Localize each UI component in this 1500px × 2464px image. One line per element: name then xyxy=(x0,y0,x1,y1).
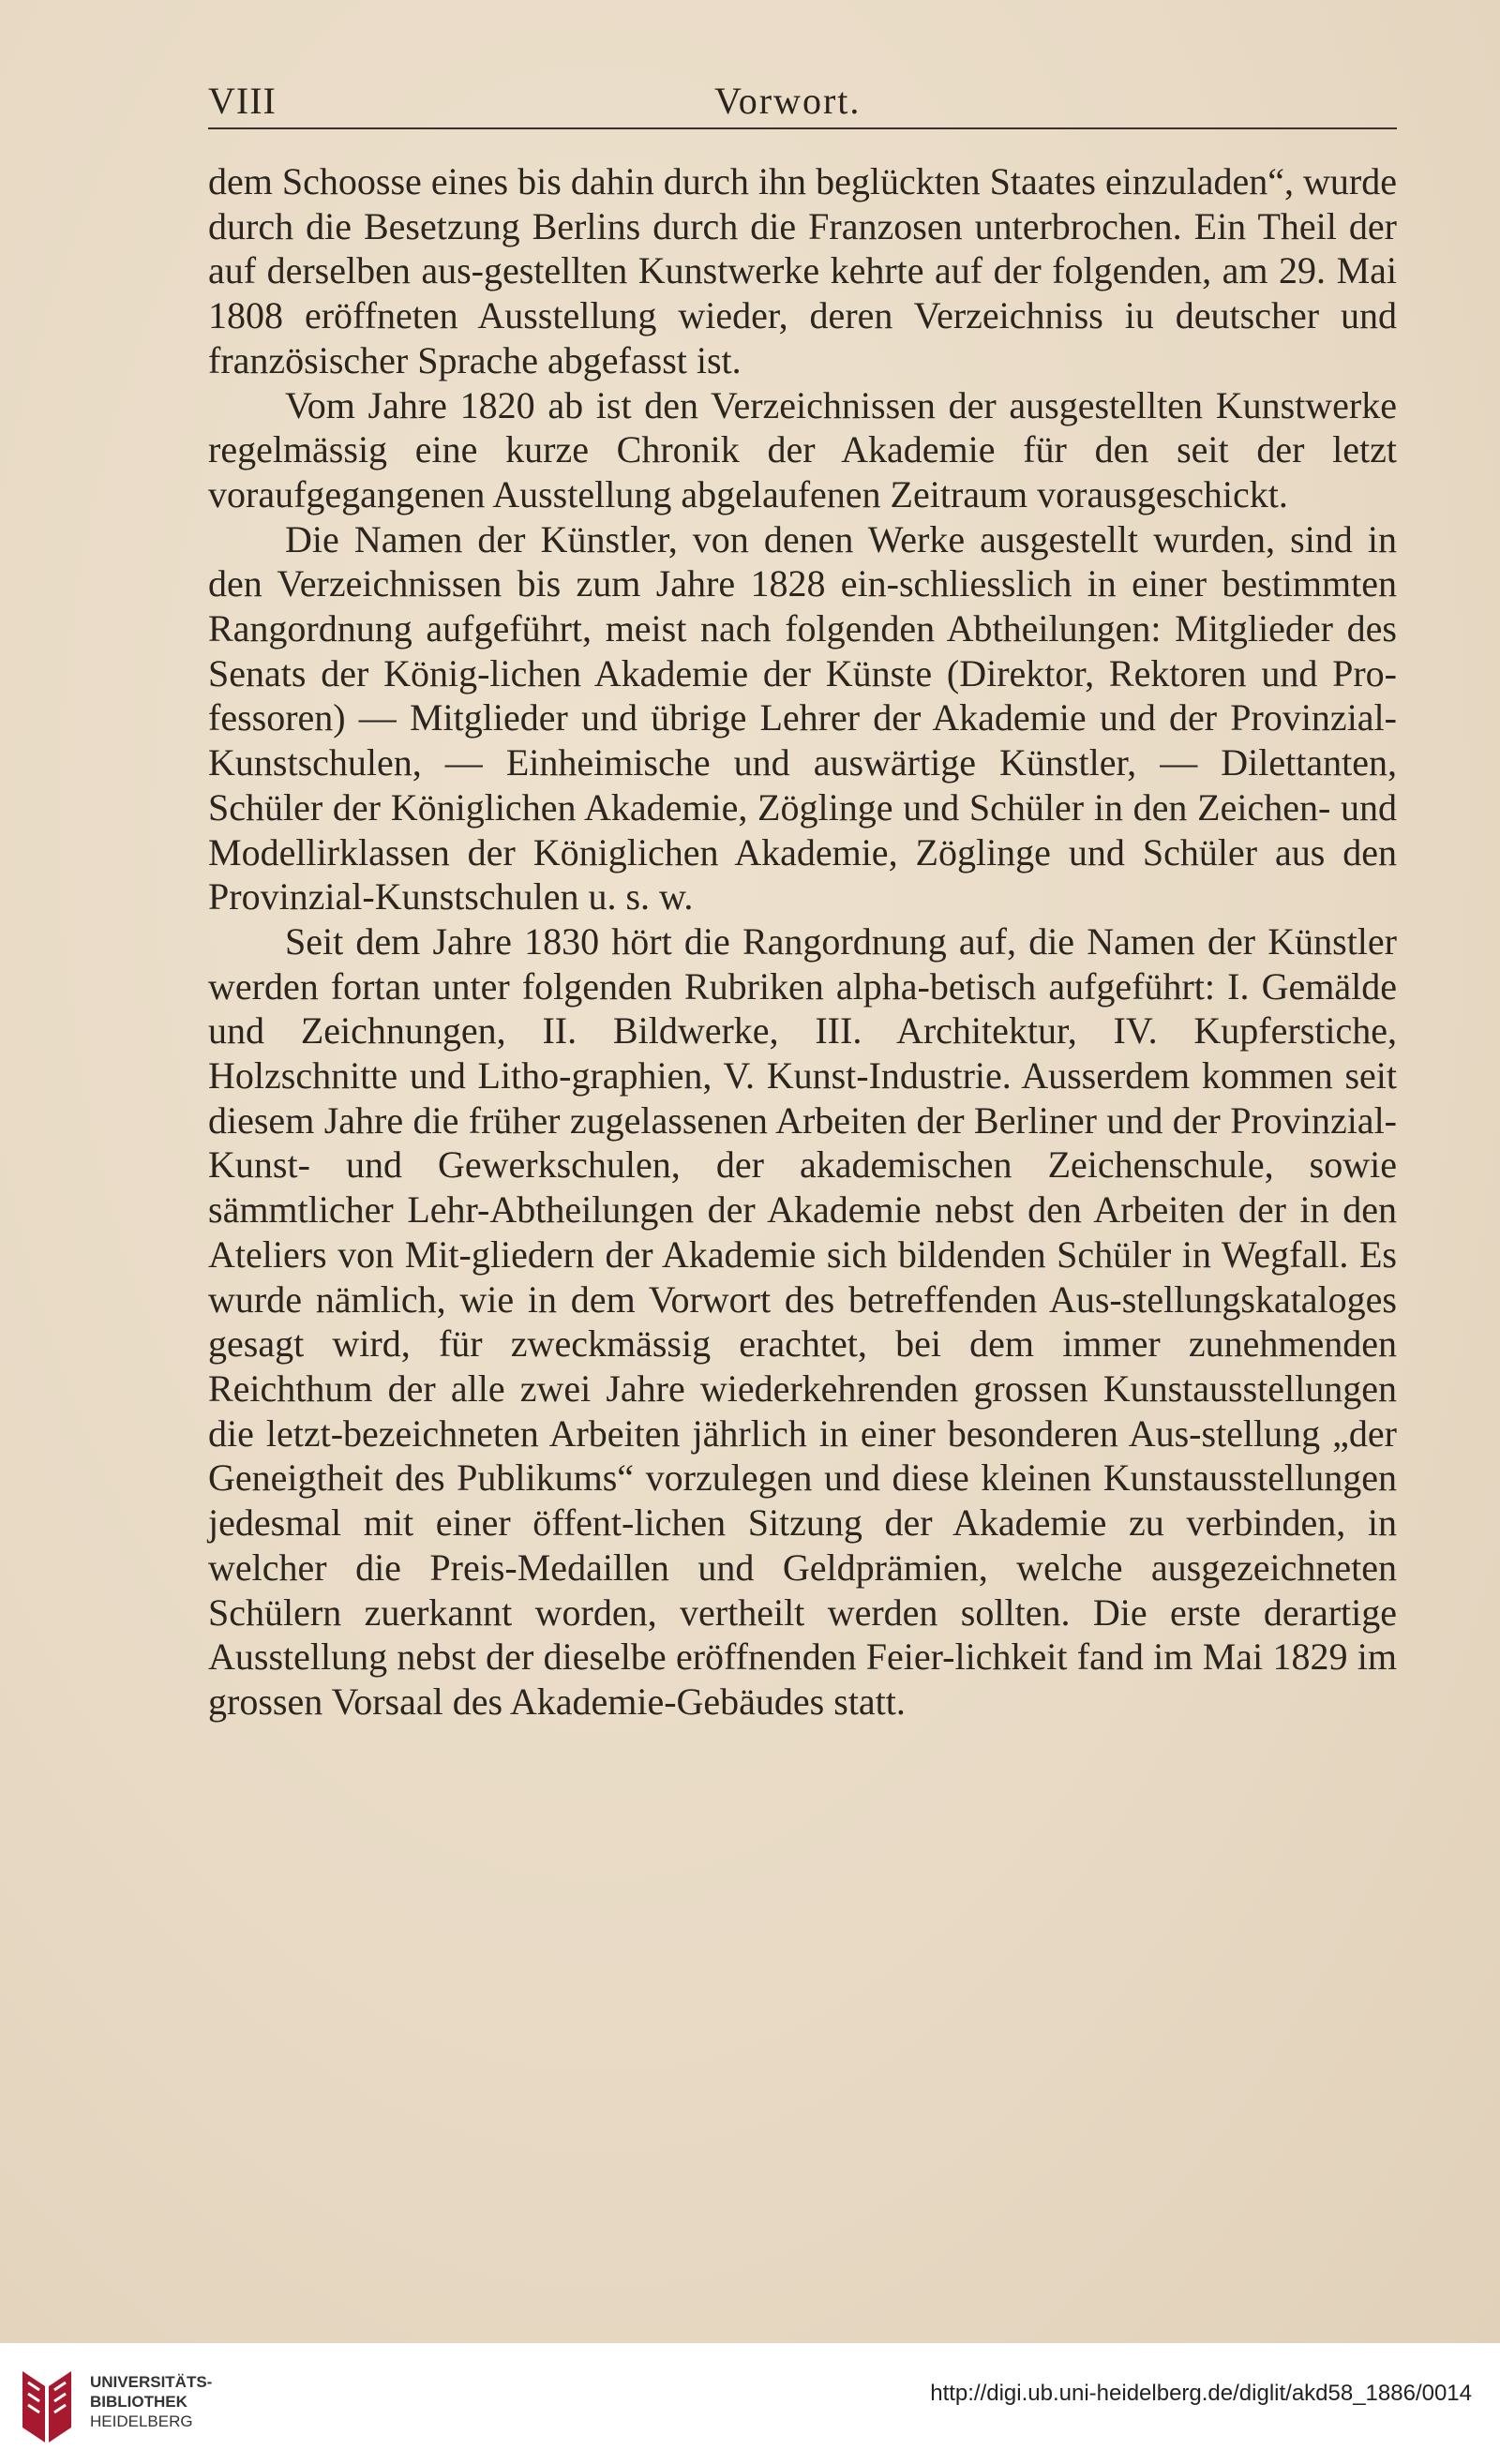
page-header xyxy=(208,75,1397,129)
page-number: VIII xyxy=(208,80,277,122)
institution-line: UNIVERSITÄTS- xyxy=(90,2373,213,2391)
paragraph: Seit dem Jahre 1830 hört die Rangordnung auf, die Namen der Künstler werden fortan unter folgenden Rubriken alpha-betisch aufgeführt: I. Gemälde und Zeichnungen, II. Bildwerke, III. Architektur, IV. Kupferstiche, Holzschnitte und Litho-graphien, V. Kunst-Industrie. Ausserdem kommen seit diesem Jahre die früher zugelassenen Arbeiten der Berliner und der Provinzial-Kunst- und Gewerkschulen, der akademischen Zeichenschule, sowie sämmtlicher Lehr-Abtheilungen der Akademie nebst den Arbeiten der in den Ateliers von Mit-gliedern der Akademie sich bildenden Schüler in Wegfall. Es wurde nämlich, wie in dem Vorwort des betreffenden Aus-stellungskataloges gesagt wird, für zweckmässig erachtet, bei dem immer zunehmenden Reichthum der alle zwei Jahre wiederkehrenden grossen Kunstausstellungen die letzt-bezeichneten Arbeiten jährlich in einer besonderen Aus-stellung „der Geneigtheit des Publikums“ vorzulegen und diese kleinen Kunstausstellungen jedesmal mit einer öffent-lichen Sitzung der Akademie zu verbinden, in welcher die Preis-Medaillen und Geldprämien, welche ausgezeichneten Schülern zuerkannt worden, vertheilt werden sollten. Die erste derartige Ausstellung nebst der dieselbe eröffnenden Feier-lichkeit fand im Mai 1829 im grossen Vorsaal des Akademie-Gebäudes statt. xyxy=(208,919,1397,1723)
institution-city: HEIDELBERG xyxy=(90,2412,193,2430)
paragraph: Die Namen der Künstler, von denen Werke ausgestellt wurden, sind in den Verzeichnissen bis zum Jahre 1828 ein-schliesslich in einer bestimmten Rangordnung aufgeführt, meist nach folgenden Abtheilungen: Mitglieder des Senats der König-lichen Akademie der Künste (Direktor, Rektoren und Pro-fessoren) — Mitglieder und übrige Lehrer der Akademie und der Provinzial-Kunstschulen, — Einheimische und auswärtige Künstler, — Dilettanten, Schüler der Königlichen Akademie, Zöglinge und Schüler in den Zeichen- und Modellirklassen der Königlichen Akademie, Zöglinge und Schüler aus den Provinzial-Kunstschulen u. s. w. xyxy=(208,517,1397,918)
paragraph: dem Schoosse eines bis dahin durch ihn beglückten Staates einzuladen“, wurde durch die Besetzung Berlins durch die Franzosen unterbrochen. Ein Theil der auf derselben aus-gestellten Kunstwerke kehrte auf der folgenden, am 29. Mai 1808 eröffneten Ausstellung wieder, deren Verzeichniss iu deutscher und französischer Sprache abgefasst ist. xyxy=(208,160,1397,381)
paragraph: Vom Jahre 1820 ab ist den Verzeichnissen der ausgestellten Kunstwerke regelmässig eine kurze Chronik der Akademie für den seit der letzt voraufgegangenen Ausstellung abgelaufenen Zeitraum vorausgeschickt. xyxy=(208,383,1397,515)
permalink[interactable]: http://digi.ub.uni-heidelberg.de/diglit/akd58_1886/0014 xyxy=(930,2381,1472,2406)
university-library-logo-icon xyxy=(13,2362,81,2448)
body-text xyxy=(208,159,1397,1725)
institution-name xyxy=(90,2372,212,2431)
institution-line: BIBLIOTHEK xyxy=(90,2393,188,2411)
running-title: Vorwort. xyxy=(714,80,862,122)
